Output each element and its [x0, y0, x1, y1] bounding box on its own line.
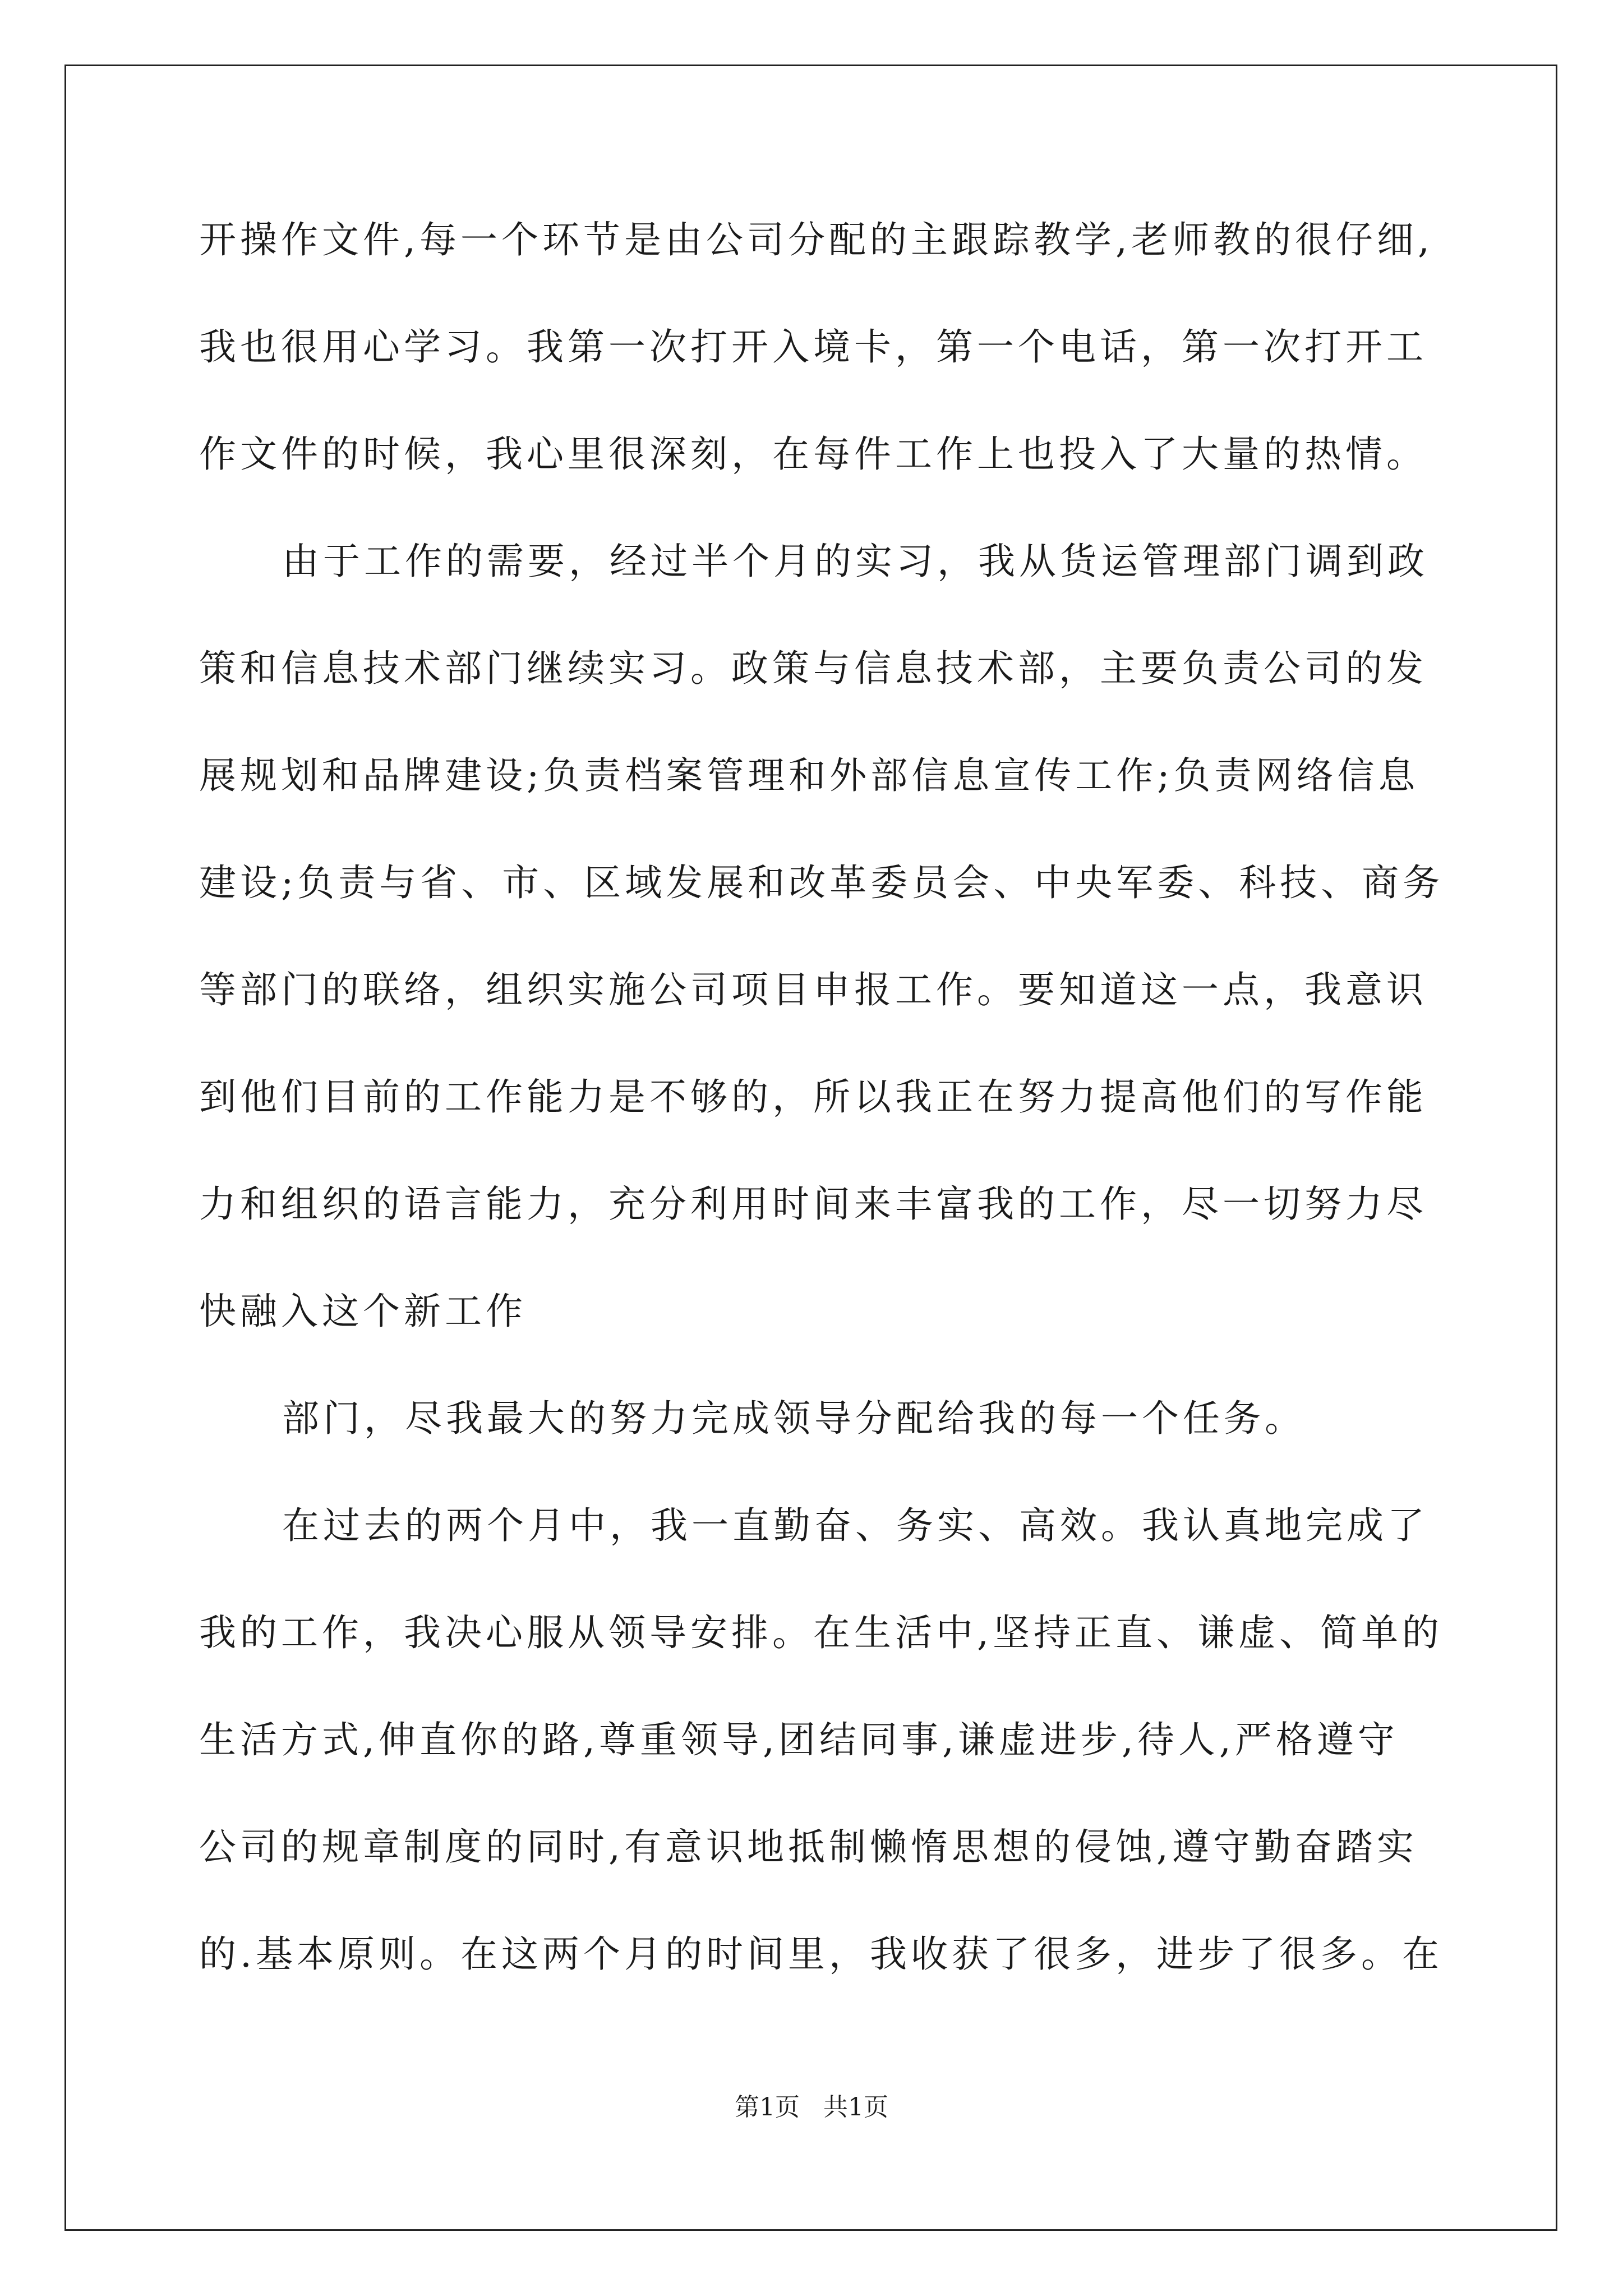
text-line: 力和组织的语言能力，充分利用时间来丰富我的工作，尽一切努力尽 — [199, 1182, 1427, 1226]
text-line: 等部门的联络，组织实施公司项目申报工作。要知道这一点，我意识 — [199, 968, 1427, 1011]
text-line: 策和信息技术部门继续实习。政策与信息技术部，主要负责公司的发 — [199, 647, 1427, 690]
text-line: 由于工作的需要，经过半个月的实习，我从货运管理部门调到政 — [282, 540, 1428, 583]
text-line: 我也很用心学习。我第一次打开入境卡，第一个电话，第一次打开工 — [199, 325, 1427, 369]
text-line: 部门，尽我最大的努力完成领导分配给我的每一个任务。 — [282, 1397, 1306, 1440]
text-line: 开操作文件,每一个环节是由公司分配的主跟踪教学,老师教的很仔细, — [199, 218, 1433, 261]
text-line: 快融入这个新工作 — [199, 1290, 527, 1333]
text-line: 的.基本原则。在这两个月的时间里，我收获了很多，进步了很多。在 — [199, 1932, 1443, 1976]
document-body — [199, 218, 1444, 2043]
text-line: 生活方式,伸直你的路,尊重领导,团结同事,谦虚进步,待人,严格遵守 — [199, 1718, 1399, 1761]
page-number-footer: 第1页 共1页 — [735, 2093, 888, 2122]
text-line: 在过去的两个月中，我一直勤奋、务实、高效。我认真地完成了 — [282, 1504, 1428, 1547]
text-line: 建设;负责与省、市、区域发展和改革委员会、中央军委、科技、商务 — [199, 861, 1444, 904]
text-line: 我的工作，我决心服从领导安排。在生活中,坚持正直、谦虚、简单的 — [199, 1611, 1443, 1654]
text-line: 到他们目前的工作能力是不够的，所以我正在努力提高他们的写作能 — [199, 1075, 1427, 1119]
text-line: 作文件的时候，我心里很深刻，在每件工作上也投入了大量的热情。 — [199, 432, 1427, 476]
text-line: 公司的规章制度的同时,有意识地抵制懒惰思想的侵蚀,遵守勤奋踏实 — [199, 1825, 1418, 1869]
text-line: 展规划和品牌建设;负责档案管理和外部信息宣传工作;负责网络信息 — [199, 754, 1419, 797]
